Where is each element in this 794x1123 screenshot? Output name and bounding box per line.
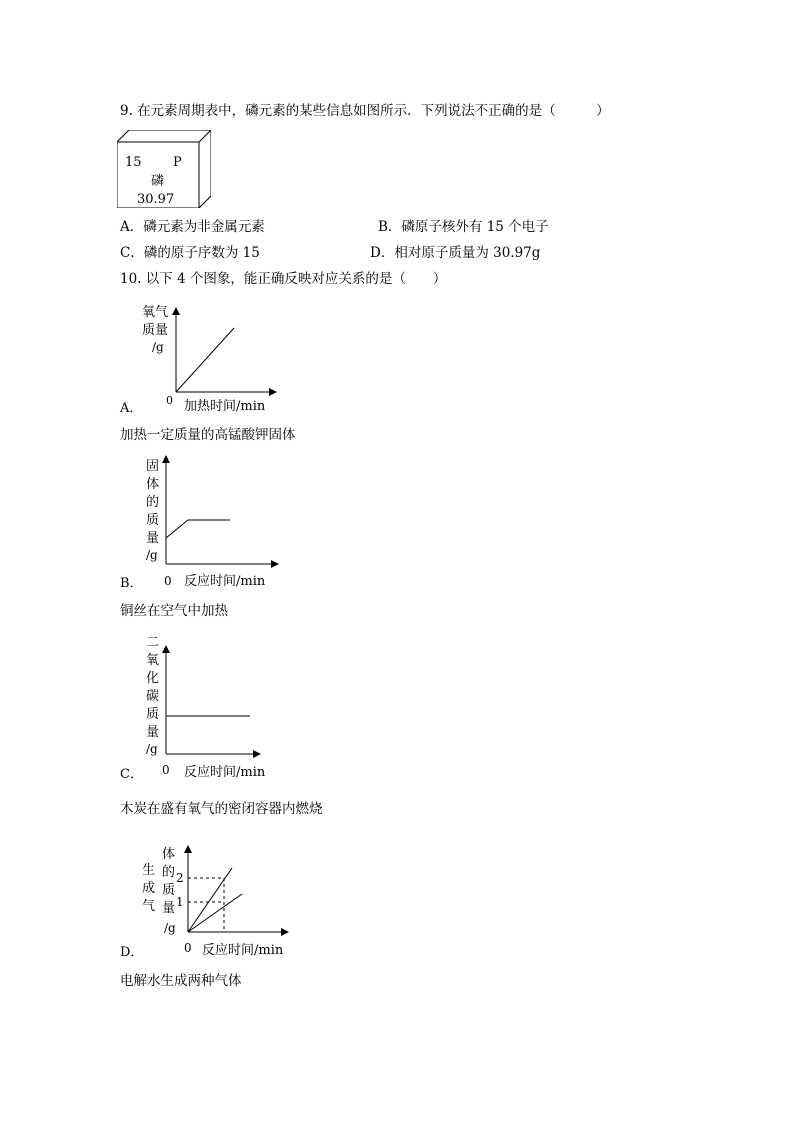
element-number: 15: [125, 155, 142, 170]
q9-option-a[interactable]: A．磷元素为非金属元素: [120, 219, 265, 235]
graph-b-origin: 0: [164, 574, 172, 588]
graph-a-caption: 加热一定质量的高锰酸钾固体: [120, 427, 296, 443]
graph-d-ylabel-left-1: 生: [142, 863, 156, 878]
graph-a-letter[interactable]: A．: [120, 401, 143, 416]
element-symbol: P: [173, 155, 182, 170]
graph-c-ylabel-4: 碳: [146, 689, 160, 704]
graph-d[interactable]: [118, 842, 298, 962]
q9-option-c[interactable]: C．磷的原子序数为 15: [120, 245, 260, 261]
graph-a-ylabel-2: 质量: [142, 323, 169, 338]
graph-c-caption: 木炭在盛有氧气的密闭容器内燃烧: [120, 801, 323, 817]
graph-c[interactable]: [118, 632, 288, 782]
graph-d-xlabel: 反应时间/min: [202, 943, 284, 958]
element-mass: 30.97: [137, 192, 175, 207]
graph-d-ylabel-right-2: 的: [162, 865, 176, 880]
graph-b-letter[interactable]: B．: [120, 576, 143, 591]
graph-a-origin: 0: [166, 394, 173, 407]
graph-c-origin: 0: [162, 763, 170, 777]
graph-c-xlabel: 反应时间/min: [184, 765, 266, 780]
graph-d-tick-2: 2: [176, 871, 184, 885]
element-name: 磷: [151, 174, 165, 189]
graph-a[interactable]: [118, 300, 288, 416]
graph-d-ylabel-right-4: 量: [162, 901, 176, 916]
graph-a-line: [176, 328, 234, 392]
graph-d-ylabel-right-1: 体: [162, 847, 176, 862]
graph-b-ylabel-5: 量: [146, 531, 160, 546]
q10-stem: 10. 以下 4 个图象，能正确反映对应关系的是（ ）: [120, 271, 447, 287]
graph-a-ylabel-3: /g: [152, 340, 164, 354]
q9-option-b[interactable]: B．磷原子核外有 15 个电子: [378, 219, 549, 235]
graph-b-ylabel-2: 体: [146, 477, 160, 492]
graph-b-ylabel-1: 固: [146, 459, 160, 474]
graph-b-ylabel-6: /g: [146, 548, 158, 562]
graph-d-yunit: /g: [164, 921, 176, 935]
graph-c-letter[interactable]: C．: [120, 767, 143, 782]
graph-d-origin: 0: [184, 941, 192, 955]
graph-a-xlabel: 加热时间/min: [184, 399, 266, 414]
graph-c-ylabel-7: /g: [146, 742, 158, 756]
q9-option-d[interactable]: D．相对原子质量为 30.97g: [370, 245, 541, 261]
graph-d-ylabel-right-3: 质: [162, 883, 176, 898]
graph-b-caption: 铜丝在空气中加热: [120, 603, 228, 619]
graph-c-ylabel-6: 量: [146, 725, 160, 740]
q9-stem: 9. 在元素周期表中，磷元素的某些信息如图所示．下列说法不正确的是（ ）: [120, 103, 610, 119]
graph-b-line: [166, 520, 230, 538]
graph-d-ylabel-left-2: 成: [142, 881, 156, 896]
graph-c-ylabel-3: 化: [146, 671, 160, 686]
graph-d-tick-1: 1: [176, 895, 184, 909]
graph-d-line-shallow: [188, 894, 242, 932]
graph-d-letter[interactable]: D．: [120, 945, 144, 960]
graph-d-caption: 电解水生成两种气体: [120, 973, 242, 989]
graph-b[interactable]: [118, 452, 288, 592]
graph-c-ylabel-2: 氧: [146, 653, 160, 668]
graph-c-ylabel-1: 二: [146, 635, 160, 650]
graph-d-ylabel-left-3: 气: [142, 899, 156, 914]
graph-c-ylabel-5: 质: [146, 707, 160, 722]
graph-b-xlabel: 反应时间/min: [184, 574, 266, 589]
graph-b-ylabel-4: 质: [146, 513, 160, 528]
element-card-phosphorus: [117, 130, 211, 208]
graph-b-ylabel-3: 的: [146, 495, 160, 510]
graph-a-ylabel-1: 氧气: [142, 305, 169, 320]
